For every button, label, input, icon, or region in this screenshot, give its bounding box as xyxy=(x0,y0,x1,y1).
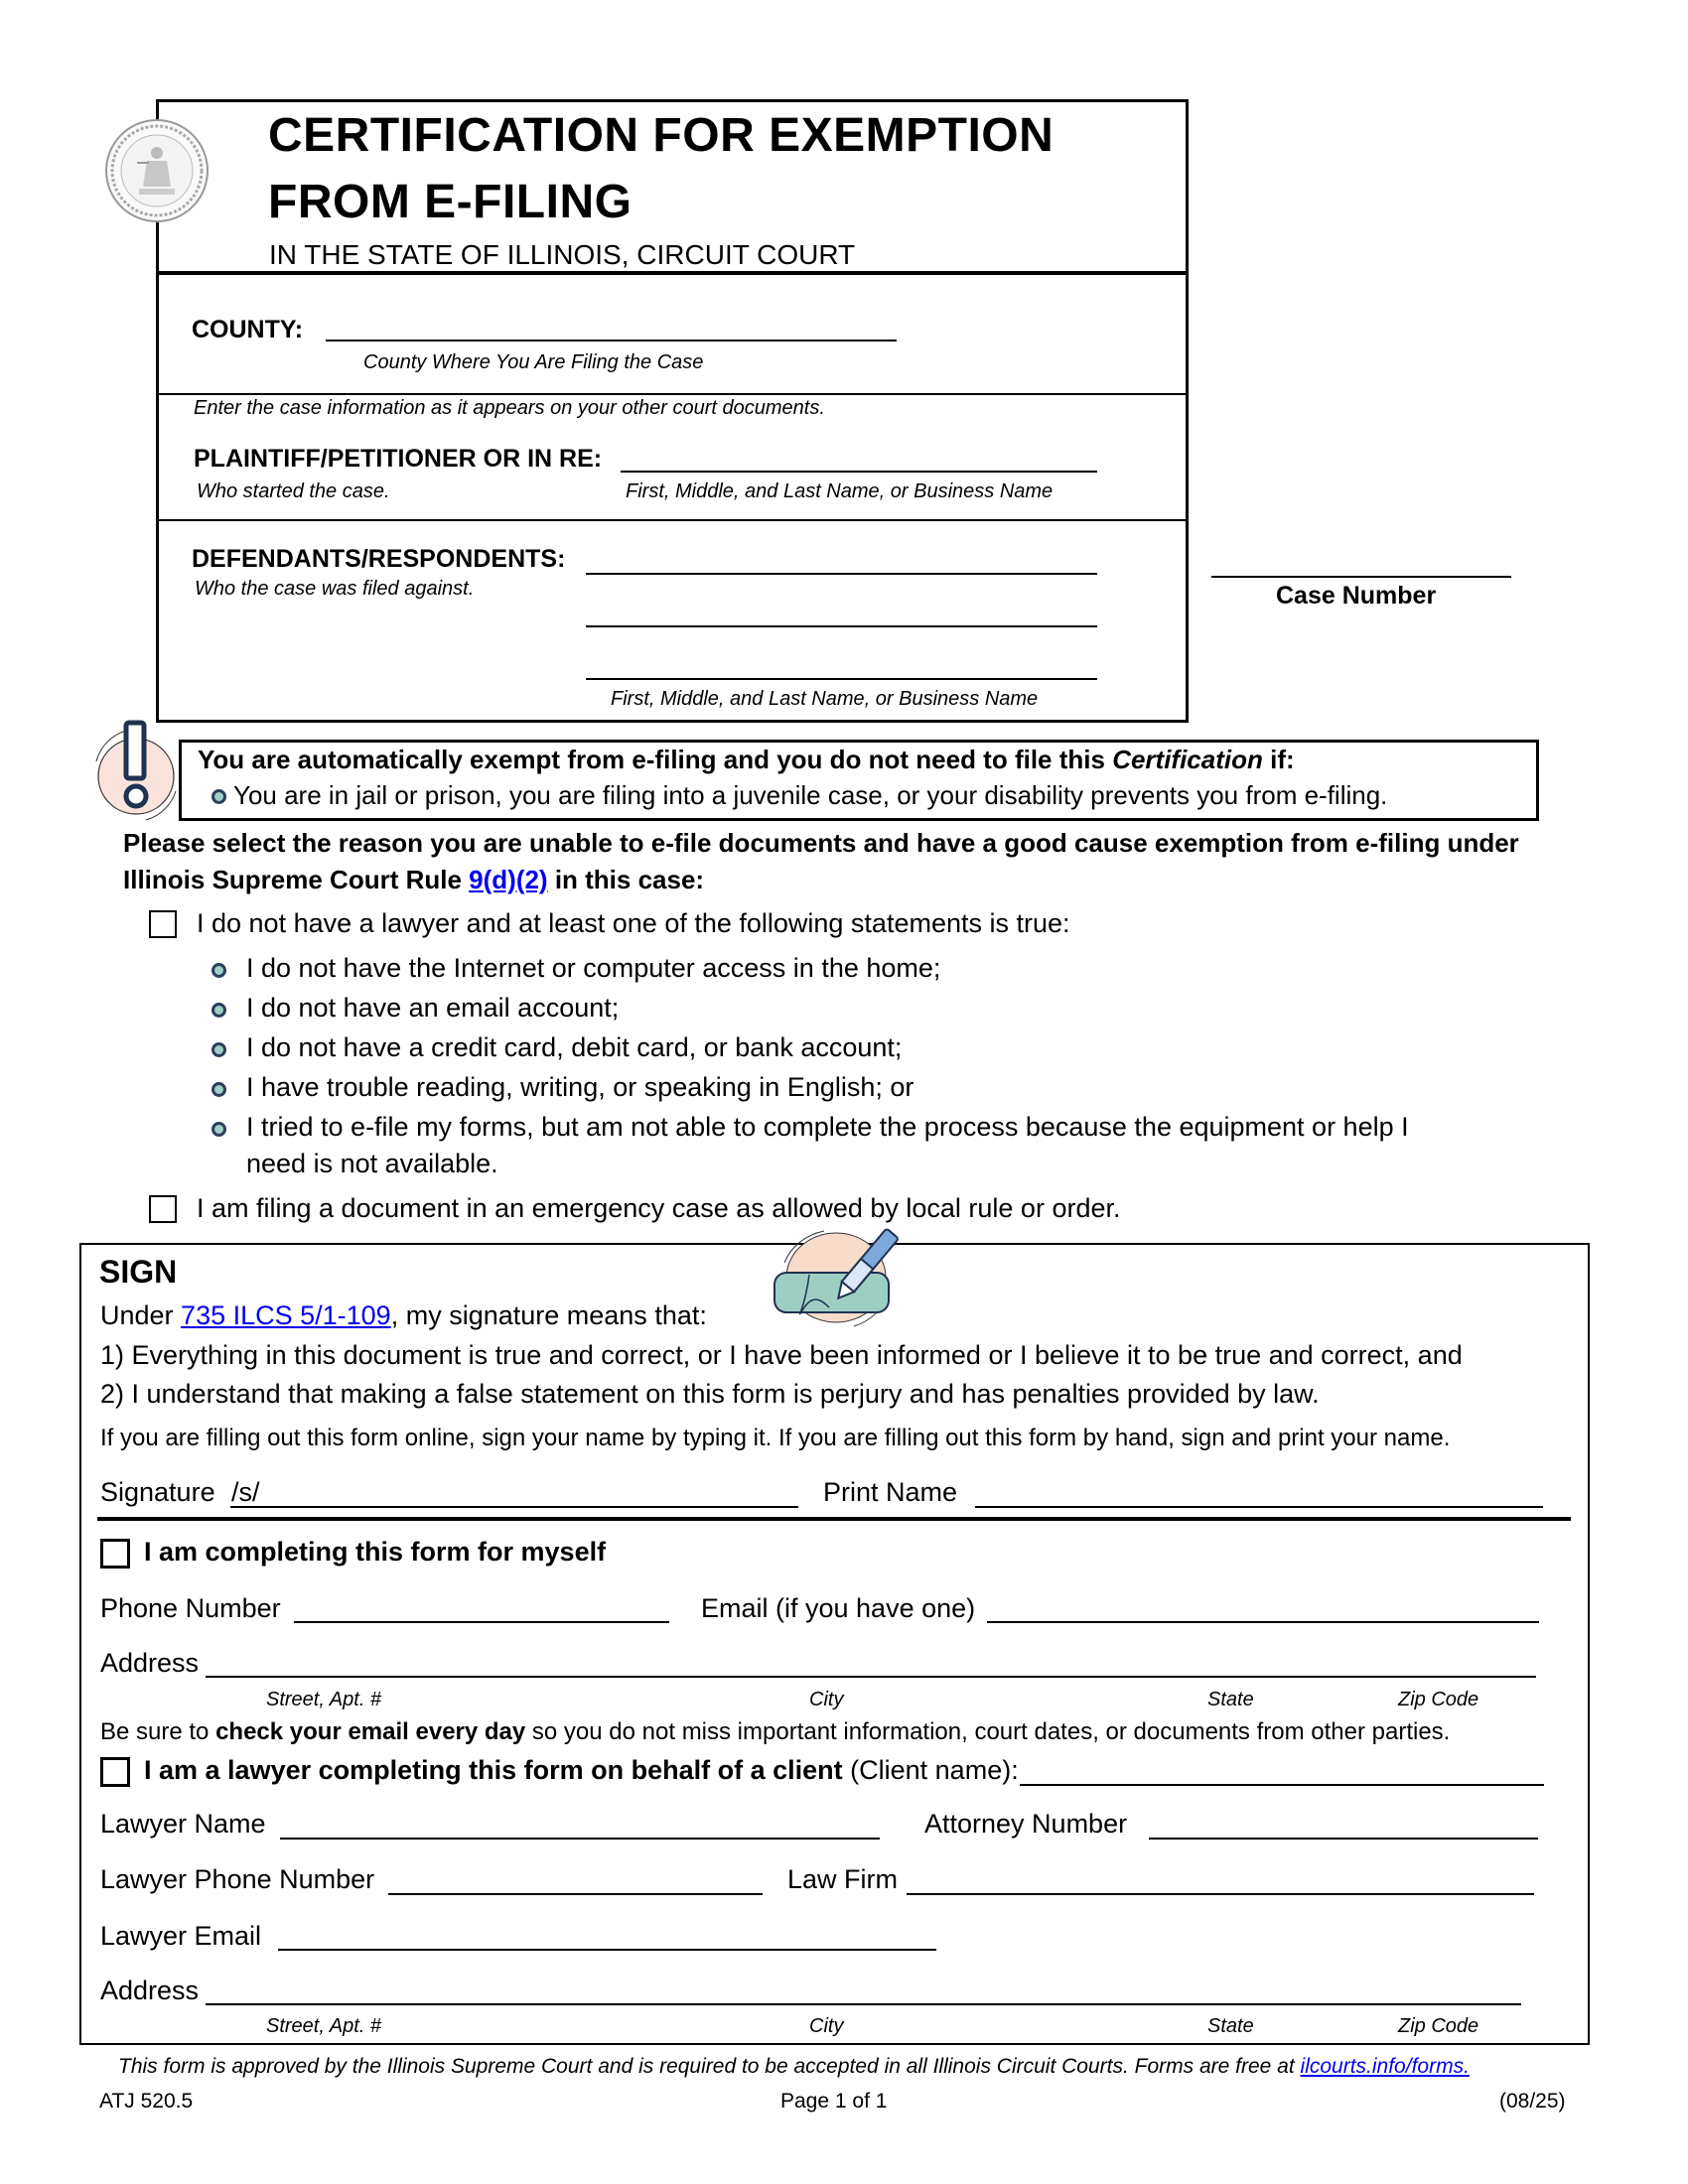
defendant-input-1[interactable] xyxy=(586,573,1097,575)
phone-input[interactable] xyxy=(294,1621,669,1623)
plaintiff-hint: First, Middle, and Last Name, or Business Name xyxy=(626,480,1054,502)
footer-approval-text: This form is approved by the Illinois Supreme Court and is required to be accepted in all Illinois Circuit Courts. Forms are free at xyxy=(118,2055,1301,2078)
emergency-label: I am filing a document in an emergency case as allowed by local rule or order. xyxy=(197,1193,1121,1223)
reason-bullet-4: I have trouble reading, writing, or speaking in English; or xyxy=(246,1072,914,1102)
lawyer-phone-label: Lawyer Phone Number xyxy=(100,1864,375,1894)
lawyer-address-hint-street: Street, Apt. # xyxy=(266,2015,381,2037)
print-name-label: Print Name xyxy=(823,1477,958,1507)
defendant-input-3[interactable] xyxy=(586,678,1097,680)
form-title-line1: CERTIFICATION FOR EXEMPTION xyxy=(268,109,1055,162)
signature-input[interactable] xyxy=(230,1506,798,1508)
defendants-label: DEFENDANTS/RESPONDENTS: xyxy=(192,545,566,573)
address-hint-zip: Zip Code xyxy=(1398,1689,1479,1710)
no-lawyer-label: I do not have a lawyer and at least one of the following statements is true: xyxy=(197,908,1070,938)
reminder-pre: Be sure to xyxy=(100,1718,216,1745)
lawyer-email-input[interactable] xyxy=(278,1949,936,1951)
county-input[interactable] xyxy=(326,340,897,341)
plaintiff-sub: Who started the case. xyxy=(197,480,390,502)
lawyer-checkbox[interactable] xyxy=(100,1757,130,1787)
notice-heading-pre: You are automatically exempt from e-filing and you do not need to file this xyxy=(198,745,1113,774)
bullet-icon xyxy=(211,963,226,978)
defendants-hint: First, Middle, and Last Name, or Business Name xyxy=(611,688,1039,710)
notice-bullet-text: You are in jail or prison, you are filing into a juvenile case, or your disability prevents you from e-filing. xyxy=(233,780,1388,810)
ilcs-link[interactable]: 735 ILCS 5/1-109 xyxy=(181,1300,391,1330)
rule-9d2-link[interactable]: 9(d)(2) xyxy=(469,865,548,894)
footer-approval xyxy=(118,2056,1470,2077)
bullet-icon xyxy=(211,1122,226,1137)
lawyer-name-input[interactable] xyxy=(280,1838,880,1840)
address-hint-city: City xyxy=(809,1689,844,1710)
reason-bullet-1: I do not have the Internet or computer access in the home; xyxy=(246,953,941,983)
exclamation-icon xyxy=(86,717,186,826)
sign-under-pre: Under xyxy=(100,1300,182,1330)
sign-heading: SIGN xyxy=(99,1254,178,1290)
defendants-sub: Who the case was filed against. xyxy=(195,578,475,600)
bullet-icon xyxy=(211,1042,226,1057)
defendant-input-2[interactable] xyxy=(586,625,1097,627)
pen-signature-icon xyxy=(765,1223,914,1332)
reminder-bold: check your email every day xyxy=(215,1718,526,1745)
reason-prompt-post: in this case: xyxy=(547,865,705,894)
lawyer-address-input[interactable] xyxy=(206,2003,1521,2005)
emergency-checkbox[interactable] xyxy=(149,1195,177,1223)
email-input[interactable] xyxy=(987,1621,1539,1623)
reason-prompt-line1: Please select the reason you are unable to e-file documents and have a good cause exemption from e-filing under xyxy=(123,828,1519,858)
address-label: Address xyxy=(100,1648,200,1678)
attorney-number-input[interactable] xyxy=(1149,1838,1538,1840)
signature-value: /s/ xyxy=(231,1477,260,1507)
plaintiff-input[interactable] xyxy=(621,471,1097,473)
notice-heading-italic: Certification xyxy=(1112,745,1263,774)
signature-label: Signature xyxy=(100,1477,215,1507)
lawyer-address-hint-city: City xyxy=(809,2015,844,2037)
reason-bullet-5-cont: need is not available. xyxy=(246,1149,498,1178)
lawyer-email-label: Lawyer Email xyxy=(100,1921,262,1951)
bullet-icon xyxy=(211,789,226,804)
reminder-post: so you do not miss important information, court dates, or documents from other parties. xyxy=(525,1718,1451,1745)
lawyer-label-bold: I am a lawyer completing this form on behalf of a client xyxy=(144,1755,843,1785)
case-info-instruction: Enter the case information as it appears on your other court documents. xyxy=(194,397,825,419)
case-number-input[interactable] xyxy=(1211,576,1511,578)
notice-heading-post: if: xyxy=(1262,745,1295,774)
form-id: ATJ 520.5 xyxy=(99,2090,194,2113)
lawyer-label-post: (Client name): xyxy=(842,1755,1019,1785)
lawyer-address-hint-state: State xyxy=(1207,2015,1254,2037)
court-subtitle: IN THE STATE OF ILLINOIS, CIRCUIT COURT xyxy=(269,239,856,270)
notice-heading xyxy=(198,747,1295,772)
address-hint-state: State xyxy=(1207,1689,1254,1710)
lawyer-name-label: Lawyer Name xyxy=(100,1809,266,1839)
reason-bullet-3: I do not have a credit card, debit card, or bank account; xyxy=(246,1032,903,1062)
reason-bullet-5: I tried to e-file my forms, but am not able to complete the process because the equipment or help I xyxy=(246,1112,1409,1142)
page-number: Page 1 of 1 xyxy=(780,2090,888,2113)
client-name-input[interactable] xyxy=(1020,1784,1544,1786)
divider xyxy=(156,271,1189,275)
attorney-number-label: Attorney Number xyxy=(924,1809,1128,1839)
sign-divider xyxy=(97,1517,1571,1521)
law-firm-input[interactable] xyxy=(907,1893,1534,1895)
phone-label: Phone Number xyxy=(100,1593,281,1623)
reason-prompt-pre: Illinois Supreme Court Rule xyxy=(123,865,470,894)
case-number-label: Case Number xyxy=(1276,582,1437,610)
address-input[interactable] xyxy=(206,1676,1536,1678)
address-hint-street: Street, Apt. # xyxy=(266,1689,381,1710)
bullet-icon xyxy=(211,1082,226,1097)
county-label: COUNTY: xyxy=(192,316,304,343)
ilcourts-forms-link[interactable]: ilcourts.info/forms. xyxy=(1300,2055,1470,2078)
no-lawyer-checkbox[interactable] xyxy=(149,910,177,938)
self-checkbox[interactable] xyxy=(100,1539,130,1569)
divider xyxy=(156,519,1189,521)
email-label: Email (if you have one) xyxy=(701,1593,976,1623)
sign-statement-2: 2) I understand that making a false statement on this form is perjury and has penalties provided by law. xyxy=(100,1379,1320,1409)
lawyer-address-hint-zip: Zip Code xyxy=(1398,2015,1479,2037)
reason-bullet-2: I do not have an email account; xyxy=(246,993,620,1023)
form-title-line2: FROM E-FILING xyxy=(268,176,633,228)
lawyer-phone-input[interactable] xyxy=(388,1893,763,1895)
sign-under-post: , my signature means that: xyxy=(390,1300,707,1330)
sign-instruction: If you are filling out this form online, sign your name by typing it. If you are filling out this form by hand, sign and print your name. xyxy=(100,1425,1451,1451)
lawyer-checkbox-label xyxy=(144,1757,1019,1784)
sign-under-line xyxy=(100,1302,707,1329)
sign-statement-1: 1) Everything in this document is true and correct, or I have been informed or I believe it to be true and correct, and xyxy=(100,1340,1463,1370)
divider xyxy=(156,393,1189,395)
court-seal-icon xyxy=(103,117,211,224)
county-hint: County Where You Are Filing the Case xyxy=(363,351,704,373)
bullet-icon xyxy=(211,1003,226,1018)
lawyer-address-label: Address xyxy=(100,1976,200,2005)
self-checkbox-label: I am completing this form for myself xyxy=(144,1537,607,1567)
reason-prompt-line2 xyxy=(123,867,704,892)
email-reminder xyxy=(100,1720,1450,1744)
law-firm-label: Law Firm xyxy=(787,1864,899,1894)
print-name-input[interactable] xyxy=(975,1506,1543,1508)
form-version: (08/25) xyxy=(1499,2090,1566,2113)
plaintiff-label: PLAINTIFF/PETITIONER OR IN RE: xyxy=(194,445,603,473)
